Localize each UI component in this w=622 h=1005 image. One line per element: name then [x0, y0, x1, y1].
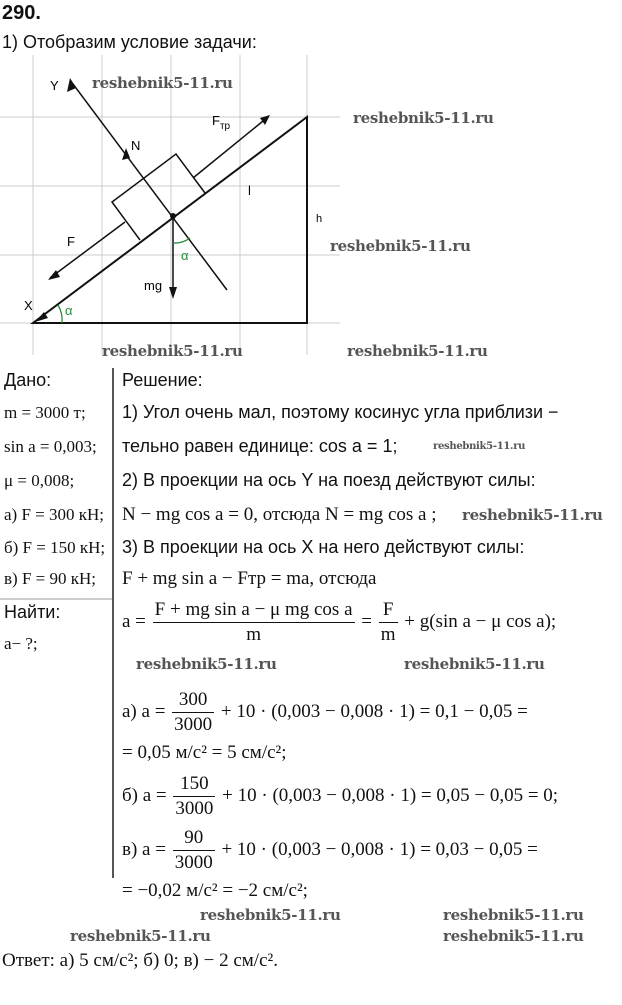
- solution-line-4: N − mg cos a = 0, отсюда N = mg cos a ;: [122, 504, 437, 525]
- watermark: reshebnik5-11.ru: [70, 927, 211, 945]
- watermark: reshebnik5-11.ru: [92, 74, 233, 92]
- friction-arrow: [193, 117, 268, 178]
- watermark: reshebnik5-11.ru: [136, 655, 277, 673]
- label-l: l: [248, 183, 251, 198]
- find-value: a− ?;: [4, 634, 38, 653]
- label-h: h: [316, 213, 323, 225]
- label-f: F: [67, 234, 75, 249]
- watermark: reshebnik5-11.ru: [404, 655, 545, 673]
- solution-line-3: 2) В проекции на ось Y на поезд действуют силы:: [122, 470, 536, 490]
- find-title: Найти:: [4, 602, 61, 622]
- block: [112, 154, 205, 240]
- label-mg: mg: [144, 278, 163, 293]
- given-force-b: б) F = 150 кН;: [4, 538, 106, 557]
- given-force-a: а) F = 300 кН;: [4, 505, 105, 524]
- incline-triangle: [33, 117, 307, 323]
- given-title: Дано:: [4, 370, 52, 390]
- watermark: reshebnik5-11.ru: [200, 906, 341, 924]
- solution-title: Решение:: [122, 370, 203, 390]
- case-a-result: = 0,05 м/с² = 5 см/с²;: [122, 742, 287, 763]
- answer: Ответ: а) 5 см/с²; б) 0; в) − 2 см/с².: [2, 950, 278, 971]
- case-a-formula: а) a = $\frac{300}{3000}$ + 10 · (0,003 − 0,008 · 1) = 0,1 − 0,05 =: [122, 689, 528, 735]
- label-n: N: [131, 138, 141, 153]
- given-mass: m = 3000 т;: [4, 403, 86, 422]
- y-axis: [70, 80, 227, 290]
- problem-number: 290.: [2, 2, 41, 24]
- label-alpha-top: α: [181, 248, 189, 263]
- general-formula: a = $\frac{\text{F + mg sin a − μ mg cos a}}{m}$ = $\frac{F}{m}$ + g(sin a − μ cos a);: [122, 599, 557, 645]
- step-1-heading: 1) Отобразим условие задачи:: [2, 32, 257, 52]
- label-ftr: $F_{тр}$: [212, 113, 231, 132]
- case-c-formula: в) a = $\frac{90}{3000}$ + 10 · (0,003 − 0,008 · 1) = 0,03 − 0,05 =: [122, 827, 538, 873]
- watermark: reshebnik5-11.ru: [443, 906, 584, 924]
- label-y: Y: [50, 78, 59, 93]
- given-mu: μ = 0,008;: [4, 471, 75, 490]
- given-divider: [0, 598, 112, 600]
- given-force-c: в) F = 90 кН;: [4, 569, 96, 588]
- watermark: reshebnik5-11.ru: [347, 342, 488, 360]
- label-x: X: [24, 298, 33, 313]
- given-sin: sin a = 0,003;: [4, 437, 97, 456]
- watermark: reshebnik5-11.ru: [353, 109, 494, 127]
- solution-line-2: тельно равен единице: cos a = 1;: [122, 436, 398, 456]
- watermark: reshebnik5-11.ru: [462, 506, 603, 524]
- watermark: reshebnik5-11.ru: [443, 927, 584, 945]
- solution-line-5: 3) В проекции на ось X на него действуют силы:: [122, 537, 525, 557]
- incline-diagram: [0, 55, 340, 355]
- force-f-arrow: [50, 222, 125, 278]
- solution-line-1: 1) Угол очень мал, поэтому косинус угла приблизи −: [122, 402, 559, 422]
- watermark: reshebnik5-11.ru: [102, 342, 243, 360]
- solution-line-6: F + mg sin a − Fтр = ma, отсюда: [122, 568, 377, 589]
- watermark: reshebnik5-11.ru: [330, 237, 471, 255]
- case-b-formula: б) a = $\frac{150}{3000}$ + 10 · (0,003 − 0,008 · 1) = 0,05 − 0,05 = 0;: [122, 773, 559, 819]
- watermark: reshebnik5-11.ru: [433, 441, 526, 452]
- column-divider: [112, 368, 114, 878]
- case-c-result: = −0,02 м/с² = −2 см/с²;: [122, 880, 308, 901]
- label-alpha-base: α: [65, 303, 73, 318]
